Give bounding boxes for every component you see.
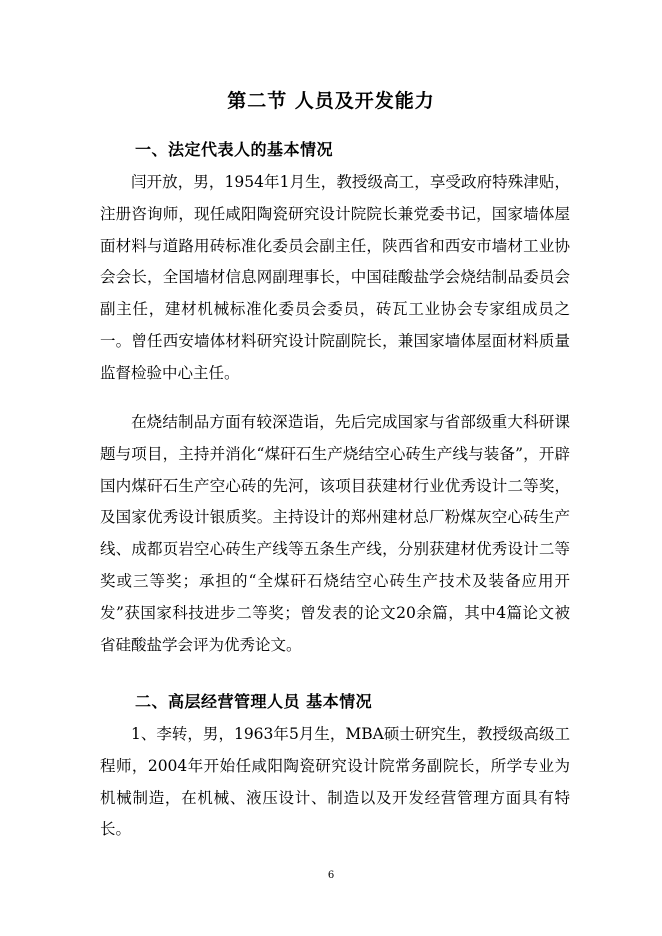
paragraph-legal-representative-achievements: 在烧结制品方面有较深造诣，先后完成国家与省部级重大科研课题与项目，主持并消化“煤矸石生产烧结空心砖生产线与装备”，开辟国内煤矸石生产空心砖的先河，该项目获建材行业优秀设计二等奖，及国家优秀设计银质奖。主持设计的郑州建材总厂粉煤灰空心砖生产线、成都页岩空心砖生产线等五条生产线，分别获建材优秀设计二等奖或三等奖；承担的“全煤矸石烧结空心砖生产技术及装备应用开发”获国家科技进步二等奖；曾发表的论文20余篇，其中4篇论文被省硅酸盐学会评为优秀论文。: [100, 413, 570, 654]
heading-senior-management: 二、高层经营管理人员 基本情况: [135, 692, 373, 711]
page-number: 6: [327, 870, 335, 881]
paragraph-senior-manager-bio: 1、李转，男，1963年5月生，MBA硕士研究生，教授级高级工程师，2004年开始任咸阳陶瓷研究设计院常务副院长，所学专业为机械制造，在机械、液压设计、制造以及开发经营管理方面具有特长。: [100, 725, 570, 839]
heading-legal-representative: 一、法定代表人的基本情况: [135, 140, 334, 159]
paragraph-legal-representative-bio: 闫开放，男，1954年1月生，教授级高工，享受政府特殊津贴，注册咨询师，现任咸阳陶瓷研究设计院院长兼党委书记，国家墙体屋面材料与道路用砖标准化委员会副主任，陕西省和西安市墙材工业协会会长，全国墙材信息网副理事长，中国硅酸盐学会烧结制品委员会副主任，建材机械标准化委员会委员，砖瓦工业协会专家组成员之一。曾任西安墙体材料研究设计院副院长，兼国家墙体屋面材料质量监督检验中心主任。: [100, 173, 570, 382]
section-title: 第二节 人员及开发能力: [227, 90, 435, 112]
